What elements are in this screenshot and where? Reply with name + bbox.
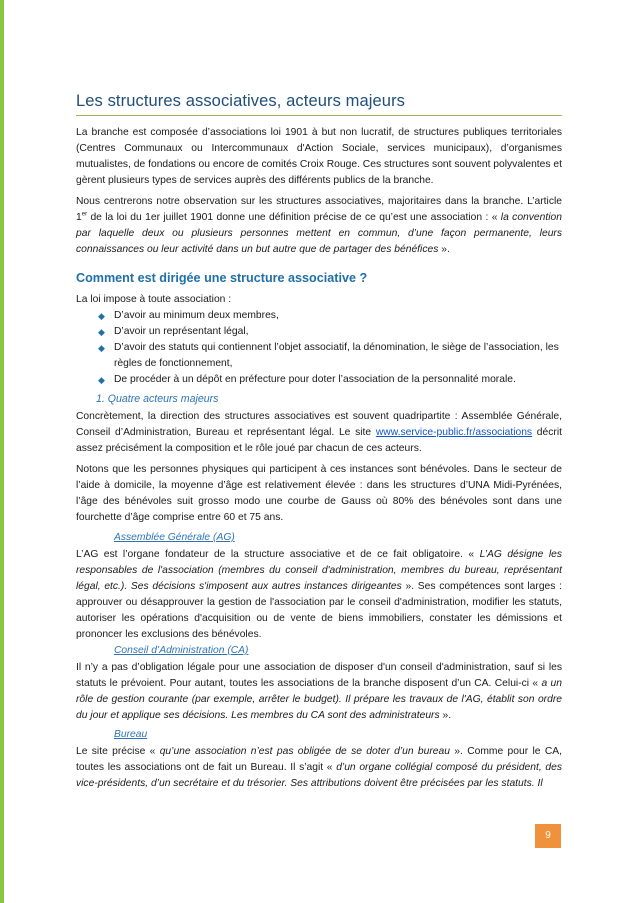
paragraph-volunteers: Notons que les personnes physiques qui participent à ces instances sont bénévoles. Dans le secteur de l’aide à domicile, la moyenne d’âge est relativement élevée : dans les structures d’UNA Midi-Pyrénées, l’âge des bénévoles suit grosso modo une courbe de Gauss où 80% des bénévoles sont dans une fourchette d’âge comprise entre 60 et 75 ans. bbox=[76, 464, 562, 523]
page-number-badge: 9 bbox=[535, 824, 561, 848]
diamond-bullet-icon: ◆ bbox=[98, 343, 105, 353]
left-green-bar bbox=[0, 0, 4, 903]
paragraph-branch: La branche est composée d’associations loi 1901 à but non lucratif, de structures publiques territoriales (Centres Communaux ou Intercommunaux d'Action Sociale, services municipaux), d’organismes mutualistes, de fondations ou encore de comités Croix Rouge. Ces structures sont souvent polyvalentes et gèrent plusieurs types de services auprès des différents publics de la branche. bbox=[76, 127, 562, 186]
subheading-ag: Assemblée Générale (AG) bbox=[114, 532, 235, 543]
subheading-ca: Conseil d’Administration (CA) bbox=[114, 645, 249, 656]
page-content bbox=[76, 92, 562, 792]
paragraph-ag: L’AG est l’organe fondateur de la structure associative et de ce fait obligatoire. « L’AG désigne les responsables de l'association (membres du conseil d'administration, membres du bureau, représentant légal, etc.). Ses décisions s'imposent aux autres instances dirigeantes ». Ses compétences sont larges : approuver ou désapprouver la gestion de l'association par le conseil d'administration, modifier les statuts, autoriser les opérations d'acquisition ou de vente de biens immobiliers, constater les démissions et prononcer les exclusions des bénévoles. bbox=[76, 549, 562, 640]
section-heading: Comment est dirigée une structure associative ? bbox=[76, 271, 368, 285]
subsection-heading-four-actors: 1. Quatre acteurs majeurs bbox=[96, 393, 219, 405]
diamond-bullet-icon: ◆ bbox=[98, 311, 105, 321]
list-item: ◆ D’avoir des statuts qui contiennent l’objet associatif, la dénomination, le siège de l’association, les règles de fonctionnement, bbox=[98, 342, 559, 369]
list-item: ◆ D’avoir un représentant légal, bbox=[98, 324, 562, 340]
paragraph-ca: Il n’y a pas d’obligation légale pour une association de disposer d'un conseil d'administration, sauf si les statuts le prévoient. Pour autant, toutes les associations de la branche disposent d’un CA. Celui-ci « a un rôle de gestion courante (par exemple, arrêter le budget). Il prépare les travaux de l'AG, établit son ordre du jour et applique ses décisions. Les membres du CA sont des administrateurs ». bbox=[76, 662, 562, 721]
obligations-list bbox=[76, 308, 562, 388]
paragraph-bureau: Le site précise « qu’une association n’est pas obligée de se doter d’un bureau ». Comme pour le CA, toutes les associations ont de fait un Bureau. Il s’agit « d’un organe collégial composé du président, des vice-présidents, d’un secrétaire et du trésorier. Ses attributions doivent être précisées par les statuts. Il bbox=[76, 746, 562, 789]
list-item: ◆ D’avoir au minimum deux membres, bbox=[98, 308, 562, 324]
diamond-bullet-icon: ◆ bbox=[98, 327, 105, 337]
law-intro: La loi impose à toute association : bbox=[76, 294, 232, 305]
list-item: ◆ De procéder à un dépôt en préfecture pour doter l’association de la personnalité morale. bbox=[98, 372, 562, 388]
diamond-bullet-icon: ◆ bbox=[98, 375, 105, 385]
paragraph-governance: Concrètement, la direction des structures associatives est souvent quadripartite : Assemblée Générale, Conseil d’Administration, Bureau et représentant légal. Le site www.service-public.fr/associations décrit assez précisément la composition et le rôle joué par chacun de ces acteurs. bbox=[76, 411, 562, 454]
page-title: Les structures associatives, acteurs majeurs bbox=[76, 92, 562, 116]
paragraph-article: Nous centrerons notre observation sur les structures associatives, majoritaires dans la branche. L’article 1er de la loi du 1er juillet 1901 donne une définition précise de ce qu’est une association : « la convention par laquelle deux ou plusieurs personnes mettent en commun, d’une façon permanente, leurs connaissances ou leur activité dans un but autre que de partager des bénéfices ». bbox=[76, 196, 562, 255]
subheading-bureau: Bureau bbox=[114, 729, 148, 740]
service-public-link[interactable]: www.service-public.fr/associations bbox=[375, 427, 533, 438]
